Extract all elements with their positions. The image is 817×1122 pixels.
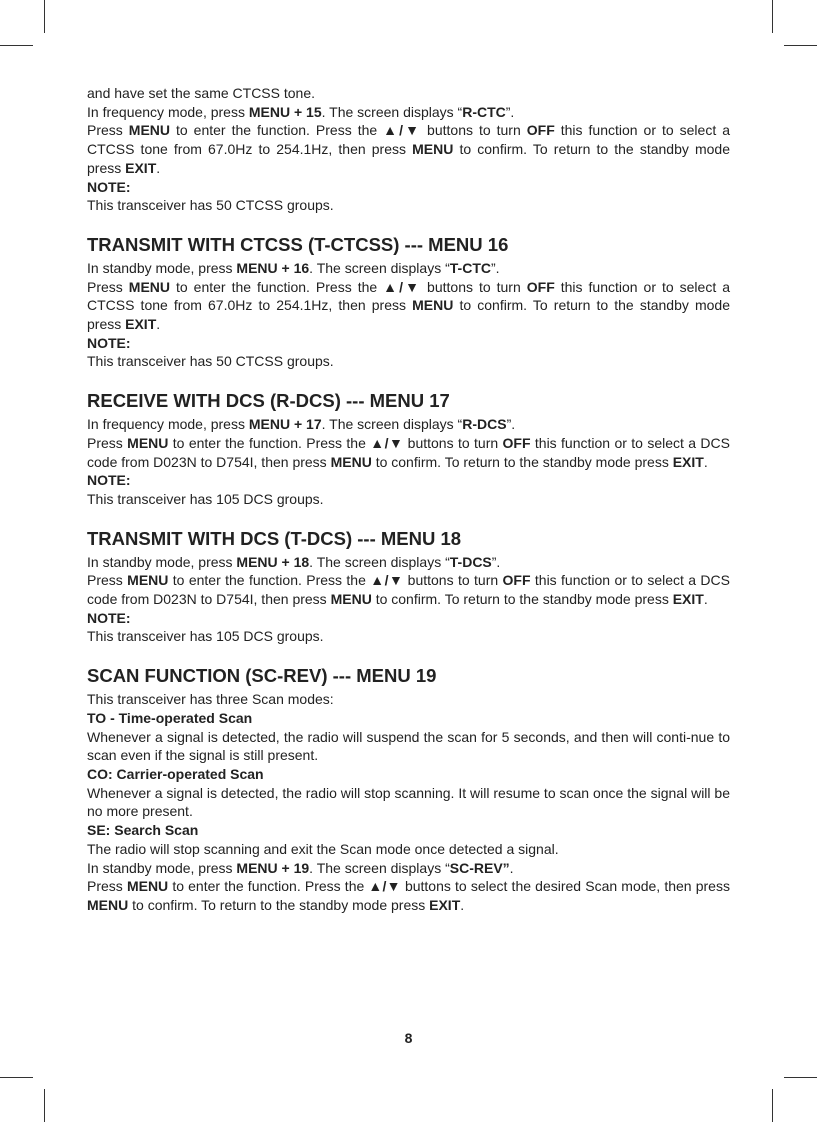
- section-instruction: In frequency mode, press MENU + 17. The screen displays “R-DCS”.: [87, 416, 516, 433]
- scan-mode-co-text: Whenever a signal is detected, the radio will stop scanning. It will resume to scan once the signal will be no more present.: [87, 784, 730, 820]
- section-procedure: Press MENU to enter the function. Press the ▲/▼ buttons to turn OFF this function or to select a DCS code from D023N to D754I, then press MENU to confirm. To return to the standby mode press EXIT.: [87, 572, 730, 608]
- section-procedure: Press MENU to enter the function. Press the ▲/▼ buttons to turn OFF this function or to select a CTCSS tone from 67.0Hz to 254.1Hz, then press MENU to confirm. To return to the standby mode press EXIT.: [87, 278, 730, 333]
- scan-procedure: Press MENU to enter the function. Press the ▲/▼ buttons to select the desired Scan mode, then press MENU to confirm. To return to the standby mode press EXIT.: [87, 878, 730, 913]
- crop-mark: [0, 45, 33, 46]
- scan-mode-se-text: The radio will stop scanning and exit the Scan mode once detected a signal.: [87, 840, 559, 857]
- note-text: This transceiver has 50 CTCSS groups.: [87, 353, 334, 370]
- note-label: NOTE:: [87, 472, 131, 489]
- crop-mark: [44, 1089, 45, 1122]
- note-text: This transceiver has 50 CTCSS groups.: [87, 197, 334, 214]
- note-label: NOTE:: [87, 609, 131, 626]
- note-label: NOTE:: [87, 334, 131, 351]
- section-heading-menu-17: RECEIVE WITH DCS (R-DCS) --- MENU 17: [87, 390, 450, 412]
- intro-text: and have set the same CTCSS tone.: [87, 85, 316, 101]
- crop-mark: [772, 0, 773, 33]
- section-heading-menu-16: TRANSMIT WITH CTCSS (T-CTCSS) --- MENU 16: [87, 233, 509, 255]
- scan-mode-co-label: CO: Carrier-operated Scan: [87, 765, 264, 782]
- note-text: This transceiver has 105 DCS groups.: [87, 628, 324, 645]
- intro-instruction: In frequency mode, press MENU + 15. The screen displays “R-CTC”.: [87, 103, 515, 120]
- scan-mode-to-label: TO - Time-operated Scan: [87, 709, 253, 726]
- scan-intro: This transceiver has three Scan modes:: [87, 691, 334, 708]
- note-text: This transceiver has 105 DCS groups.: [87, 490, 324, 507]
- page-number: 8: [404, 1030, 413, 1046]
- section-heading-menu-19: SCAN FUNCTION (SC-REV) --- MENU 19: [87, 665, 437, 687]
- section-instruction: In standby mode, press MENU + 18. The screen displays “T-DCS”.: [87, 553, 501, 570]
- page-content: [87, 84, 730, 915]
- intro-procedure: Press MENU to enter the function. Press the ▲/▼ buttons to turn OFF this function or to select a CTCSS tone from 67.0Hz to 254.1Hz, then press MENU to confirm. To return to the standby mode press EXIT.: [87, 122, 730, 176]
- scan-mode-se-label: SE: Search Scan: [87, 822, 199, 839]
- crop-mark: [784, 1077, 817, 1078]
- section-heading-menu-18: TRANSMIT WITH DCS (T-DCS) --- MENU 18: [87, 527, 462, 549]
- section-procedure: Press MENU to enter the function. Press the ▲/▼ buttons to turn OFF this function or to select a DCS code from D023N to D754I, then press MENU to confirm. To return to the standby mode press EXIT.: [87, 434, 730, 470]
- note-label: NOTE:: [87, 178, 131, 195]
- scan-instruction: In standby mode, press MENU + 19. The screen displays “SC-REV”.: [87, 859, 514, 876]
- section-instruction: In standby mode, press MENU + 16. The screen displays “T-CTC”.: [87, 259, 500, 276]
- crop-mark: [772, 1089, 773, 1122]
- crop-mark: [784, 45, 817, 46]
- scan-mode-to-text: Whenever a signal is detected, the radio will suspend the scan for 5 seconds, and then will conti-nue to scan even if the signal is still present.: [87, 728, 730, 764]
- crop-mark: [44, 0, 45, 33]
- crop-mark: [0, 1077, 33, 1078]
